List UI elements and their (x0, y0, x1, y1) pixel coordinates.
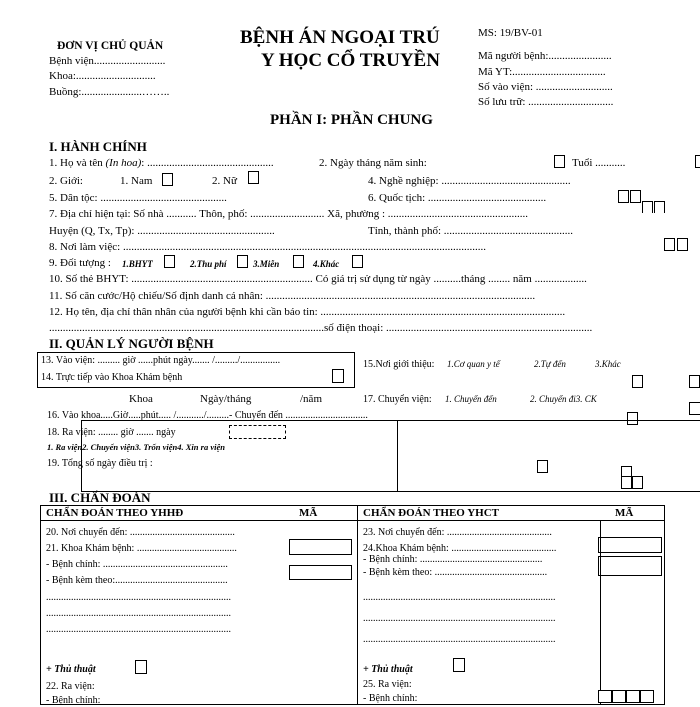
id-number-field[interactable]: 11. Số căn cước/Hộ chiếu/Số định danh cá nhân: .................................................................................................. (49, 290, 536, 302)
relative-field[interactable]: 12. Họ tên, địa chỉ thân nhân của người bệnh khi cần báo tin: ......................................................................................... (49, 306, 566, 318)
right-discharge-code-1[interactable] (598, 690, 612, 703)
name-label: 1. Họ và tên (49, 157, 106, 169)
archive-number-field[interactable]: Số lưu trữ: ............................... (478, 96, 614, 108)
left-dots-1[interactable]: .......................................................................... (46, 592, 231, 603)
transfer-result-box[interactable] (537, 460, 548, 473)
right-code-header: MÃ (615, 507, 634, 519)
dept-grid-top (81, 420, 397, 421)
discharge-date-box[interactable] (229, 425, 286, 439)
referral-medical-label: 1.Cơ quan y tế (447, 359, 500, 369)
direct-admission-label: 14. Trực tiếp vào Khoa Khám bệnh (41, 372, 183, 383)
transfer-out-label: 2. Chuyển đi3. CK (530, 394, 597, 404)
left-dots-3[interactable]: .......................................................................... (46, 624, 231, 635)
referral-other-label: 3.Khác (595, 359, 621, 369)
female-checkbox[interactable] (248, 171, 259, 184)
dept-grid-right (397, 420, 398, 491)
right-discharge-code-2[interactable] (612, 690, 626, 703)
transfer-grid-bottom (397, 491, 700, 492)
discharge-types: 1. Ra viện2. Chuyển viện3. Trốn viện4. Xin ra viện (47, 442, 225, 452)
right-discharge-main[interactable]: - Bệnh chính: (363, 693, 418, 704)
left-discharge-field[interactable]: 22. Ra viện: (46, 681, 95, 692)
left-dots-2[interactable]: .......................................................................... (46, 608, 231, 619)
subject-other-checkbox[interactable] (352, 255, 363, 268)
mgmt-section-title: II. QUẢN LÝ NGƯỜI BỆNH (49, 336, 214, 351)
occupation-field[interactable]: 4. Nghề nghiệp: ............................................... (368, 175, 571, 187)
referral-label: 15.Nơi giới thiệu: (363, 359, 435, 370)
referral-self-label: 2.Tự đến (534, 359, 566, 369)
right-discharge-field[interactable]: 25. Ra viện: (363, 679, 412, 690)
dept-grid-left (81, 420, 82, 491)
form-title-line2: Y HỌC CỔ TRUYỀN (261, 50, 440, 71)
referral-box-1[interactable] (632, 375, 643, 388)
direct-admission-checkbox[interactable] (332, 369, 344, 383)
nationality-box-3[interactable] (642, 201, 653, 213)
insurance-field[interactable]: 10. Số thẻ BHYT: .................................................................. Có giá trị sử dụng từ ngày ..........tháng ........ năm ................... (49, 273, 587, 285)
form-code: MS: 19/BV-01 (478, 27, 543, 39)
male-label: 1. Nam (120, 175, 153, 187)
left-discharge-main[interactable]: - Bệnh chính: (46, 695, 101, 706)
subject-label: 9. Đối tượng : (49, 257, 111, 269)
right-main-code[interactable] (598, 556, 662, 576)
left-transfer-field[interactable]: 20. Nơi chuyển đến: .......................................... (46, 527, 235, 538)
right-procedure-label: + Thủ thuật (363, 664, 413, 675)
patient-code-field[interactable]: Mã người bệnh:....................... (478, 50, 612, 62)
district-field[interactable]: Huyện (Q, Tx, Tp): .................................................. (49, 225, 275, 237)
transfer-box[interactable] (689, 402, 700, 415)
right-procedure-checkbox[interactable] (453, 658, 465, 672)
left-procedure-checkbox[interactable] (135, 660, 147, 674)
hospital-field[interactable]: Bệnh viện.......................... (49, 55, 166, 67)
diag-section-title: III. CHẨN ĐOÁN (49, 490, 151, 505)
right-dots-3[interactable]: ............................................................................. (363, 634, 556, 645)
col-dept-header: Khoa (129, 393, 153, 405)
age-box[interactable] (695, 155, 700, 168)
workplace-box-1[interactable] (664, 238, 675, 251)
right-clinic-field[interactable]: 24.Khoa Khám bệnh: .......................................... (363, 543, 557, 554)
ward-field[interactable]: Buồng:......................…….. (49, 86, 170, 98)
subject-bhyt-label: 1.BHYT (122, 259, 153, 269)
left-main-code[interactable] (289, 565, 352, 580)
right-discharge-code-3[interactable] (626, 690, 640, 703)
nationality-field[interactable]: 6. Quốc tịch: ........................................... (368, 192, 547, 204)
subject-other-label: 4.Khác (313, 259, 340, 269)
ethnicity-field[interactable]: 5. Dân tộc: .............................................. (49, 192, 227, 204)
right-comorbid-field[interactable]: - Bệnh kèm theo: ............................................. (363, 567, 548, 578)
right-diag-header: CHẨN ĐOÁN THEO YHCT (363, 507, 499, 519)
medical-code-field[interactable]: Mã YT:.................................. (478, 66, 606, 78)
total-days-field[interactable]: 19. Tổng số ngày điều trị : (47, 458, 153, 469)
subject-bhyt-checkbox[interactable] (164, 255, 175, 268)
transfer-label: 17. Chuyển viện: (363, 394, 432, 405)
female-label: 2. Nữ (212, 175, 237, 187)
transfer-grid-top (397, 420, 700, 421)
col-year-header: /năm (300, 393, 322, 405)
left-comorbid-field[interactable]: - Bệnh kèm theo:............................................. (46, 575, 228, 586)
department-field[interactable]: Khoa:............................. (49, 70, 156, 82)
admission-field[interactable]: 13. Vào viện: ......... giờ ......phút ngày....... /........./................ (41, 355, 281, 366)
right-clinic-code[interactable] (598, 537, 662, 553)
discharge-box-2[interactable] (621, 476, 632, 489)
left-procedure-label: + Thủ thuật (46, 664, 96, 675)
nationality-box-1[interactable] (618, 190, 629, 203)
col-date-header: Ngày/tháng (200, 393, 252, 405)
left-clinic-field[interactable]: 21. Khoa Khám bệnh: ........................................ (46, 543, 237, 554)
workplace-field[interactable]: 8. Nơi làm việc: .................................................................................................................................... (49, 241, 486, 253)
discharge-box-3[interactable] (632, 476, 643, 489)
form-title-line1: BỆNH ÁN NGOẠI TRÚ (240, 27, 440, 48)
gender-label: 2. Giới: (49, 175, 83, 187)
subject-fee-checkbox[interactable] (237, 255, 248, 268)
workplace-box-2[interactable] (677, 238, 688, 251)
age-field[interactable]: Tuổi ........... (572, 157, 626, 169)
discharge-field[interactable]: 18. Ra viện: ........ giờ ....... ngày (47, 427, 176, 438)
diagnosis-divider (357, 505, 358, 705)
subject-fee-label: 2.Thu phí (190, 259, 227, 269)
left-main-disease-field[interactable]: - Bệnh chính: .................................................. (46, 559, 228, 570)
right-dots-1[interactable]: ............................................................................. (363, 592, 556, 603)
part1-title: PHẦN I: PHẦN CHUNG (270, 112, 433, 128)
province-field[interactable]: Tỉnh, thành phố: ............................................... (368, 225, 574, 237)
male-checkbox[interactable] (162, 173, 173, 186)
admin-section-title: I. HÀNH CHÍNH (49, 139, 147, 154)
transfer-in-label: 1. Chuyển đến (445, 394, 497, 404)
dob-checkbox[interactable] (554, 155, 565, 168)
name-field[interactable] (49, 157, 274, 170)
dept-entry-box[interactable] (627, 412, 638, 425)
subject-free-label: 3.Miễn (253, 259, 280, 269)
right-main-disease-field[interactable]: - Bệnh chính: ................................................. (363, 554, 543, 565)
left-clinic-code[interactable] (289, 539, 352, 555)
subject-free-checkbox[interactable] (293, 255, 304, 268)
relative-phone-field[interactable]: ....................................................................................................số điện thoại: ........................................................................... (49, 322, 593, 334)
left-code-header: MÃ (299, 507, 318, 519)
name-dots: : .............................................. (141, 157, 274, 169)
left-diag-header: CHẨN ĐOÁN THEO YHHĐ (46, 507, 184, 519)
dob-field[interactable]: 2. Ngày tháng năm sinh: (319, 157, 427, 169)
referral-box-2[interactable] (689, 375, 700, 388)
nationality-box-2[interactable] (630, 190, 641, 203)
org-title: ĐƠN VỊ CHỦ QUẢN (57, 40, 164, 52)
right-transfer-field[interactable]: 23. Nơi chuyển đến: .......................................... (363, 527, 552, 538)
right-dots-2[interactable]: ............................................................................. (363, 613, 556, 624)
right-discharge-code-4[interactable] (640, 690, 654, 703)
diagnosis-header-line (40, 520, 665, 521)
admission-number-field[interactable]: Số vào viện: ............................ (478, 81, 613, 93)
address-field[interactable]: 7. Địa chỉ hiện tại: Số nhà ........... Thôn, phố: ........................... Xã, phường : ................................................... (49, 208, 529, 220)
dept-entry-field[interactable]: 16. Vào khoa.....Giờ.....phút..... /.........../.........- Chuyển đến ................................. (47, 410, 368, 421)
name-hint: (In hoa) (105, 157, 142, 169)
nationality-box-4[interactable] (654, 201, 665, 213)
